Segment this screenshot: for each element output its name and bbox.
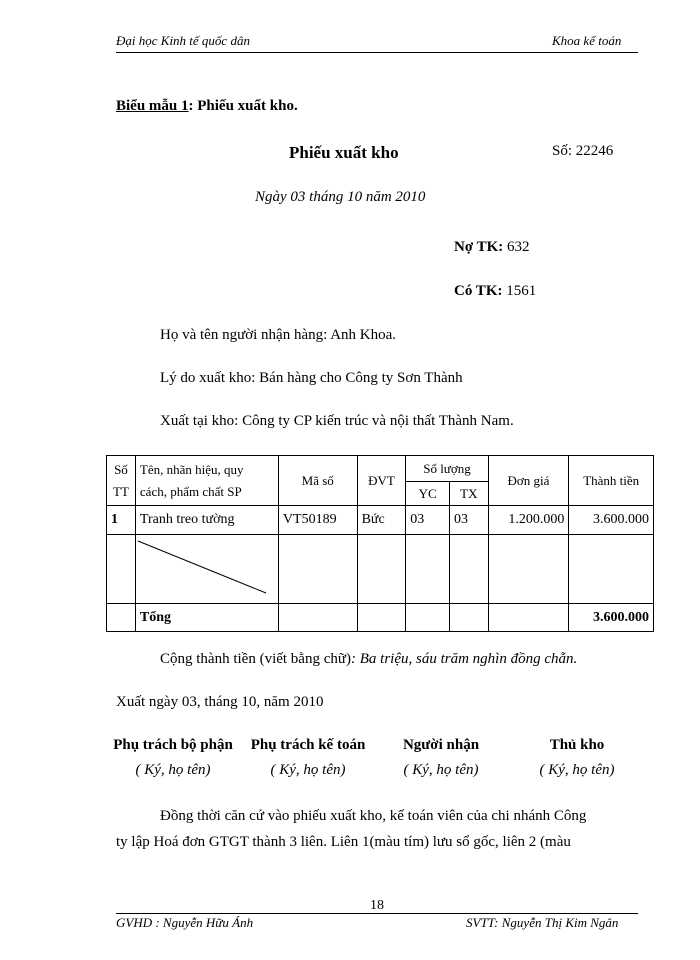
signature-note: ( Ký, họ tên) (135, 762, 211, 778)
header-divider (116, 52, 638, 53)
issue-date: Xuất ngày 03, tháng 10, năm 2010 (116, 694, 324, 710)
signature-title: Người nhận (402, 737, 480, 753)
header-left: Đại học Kinh tế quốc dân (116, 33, 250, 48)
total-label: Tổng (135, 604, 278, 632)
header-amount: Thành tiền (569, 456, 654, 506)
paragraph-line-2: ty lập Hoá đơn GTGT thành 3 liên. Liên 1(màu tím) lưu sổ gốc, liên 2 (màu (116, 834, 571, 850)
form-caption-text: : Phiếu xuất kho. (188, 98, 298, 114)
cell-code: VT50189 (278, 506, 357, 535)
debit-value: 632 (507, 239, 530, 255)
signature-block-storekeeper (502, 737, 652, 779)
debit-label: Nợ TK: (454, 239, 504, 255)
signature-block-department (98, 737, 248, 779)
cell-price: 1.200.000 (488, 506, 569, 535)
debit-account (454, 239, 530, 256)
credit-account (454, 283, 536, 300)
voucher-date: Ngày 03 tháng 10 năm 2010 (255, 189, 426, 205)
header-qty-act: TX (449, 482, 488, 506)
header-name (135, 456, 278, 506)
header-stt-line1: Số (114, 461, 128, 477)
form-caption-label: Biểu mẫu 1 (116, 98, 189, 114)
header-qty: Số lượng (406, 456, 488, 482)
signature-note: ( Ký, họ tên) (270, 762, 346, 778)
strike-line (136, 535, 278, 603)
items-table (106, 455, 654, 632)
cell-name: Tranh treo tường (135, 506, 278, 535)
warehouse-line: Xuất tại kho: Công ty CP kiến trúc và nội thất Thành Nam. (160, 413, 514, 429)
cell-stt: 1 (107, 506, 136, 535)
header-code: Mã số (278, 456, 357, 506)
amount-words-label: Cộng thành tiền (viết bằng chữ) (160, 651, 352, 667)
cell-unit: Bức (357, 506, 406, 535)
footer-divider (116, 913, 638, 914)
credit-label: Có TK: (454, 283, 503, 299)
signature-title: Phụ trách kế toán (250, 737, 366, 753)
credit-value: 1561 (506, 283, 537, 299)
amount-in-words (160, 651, 577, 668)
cell-amount: 3.600.000 (569, 506, 654, 535)
header-name-line1: Tên, nhãn hiệu, quy (139, 461, 244, 477)
cell-qty-req: 03 (406, 506, 450, 535)
table-row (107, 506, 654, 535)
signature-note: ( Ký, họ tên) (539, 762, 615, 778)
header-stt (107, 456, 136, 506)
amount-words-value: : Ba triệu, sáu trăm nghìn đồng chẵn. (351, 651, 578, 667)
page-title: Phiếu xuất kho (289, 143, 399, 162)
table-total-row (107, 604, 654, 632)
voucher-number: Số: 22246 (552, 143, 614, 159)
cell-qty-act: 03 (449, 506, 488, 535)
header-qty-req: YC (406, 482, 450, 506)
header-unit: ĐVT (357, 456, 406, 506)
header-name-line2: cách, phẩm chất SP (139, 483, 242, 499)
footer-left: GVHD : Nguyễn Hữu Ánh (116, 915, 254, 930)
paragraph-line-1: Đồng thời căn cứ vào phiếu xuất kho, kế toán viên của chi nhánh Công (160, 808, 587, 824)
signature-block-receiver (366, 737, 516, 779)
table-header-row (107, 456, 654, 482)
table-empty-row (107, 535, 654, 604)
page-number: 18 (370, 898, 384, 913)
signature-title: Phụ trách bộ phận (113, 737, 233, 753)
footer-right: SVTT: Nguyễn Thị Kim Ngân (466, 915, 619, 930)
total-amount: 3.600.000 (569, 604, 654, 632)
reason-line: Lý do xuất kho: Bán hàng cho Công ty Sơn Thành (160, 370, 463, 386)
header-stt-line2: TT (113, 483, 129, 499)
signature-title: Thủ kho (549, 737, 605, 753)
signature-note: ( Ký, họ tên) (403, 762, 479, 778)
strike-cell (135, 535, 278, 604)
header-price: Đơn giá (488, 456, 569, 506)
form-caption (116, 98, 298, 115)
signature-block-accounting (233, 737, 383, 779)
recipient-line: Họ và tên người nhận hàng: Anh Khoa. (160, 327, 397, 343)
header-right: Khoa kế toán (552, 33, 622, 48)
